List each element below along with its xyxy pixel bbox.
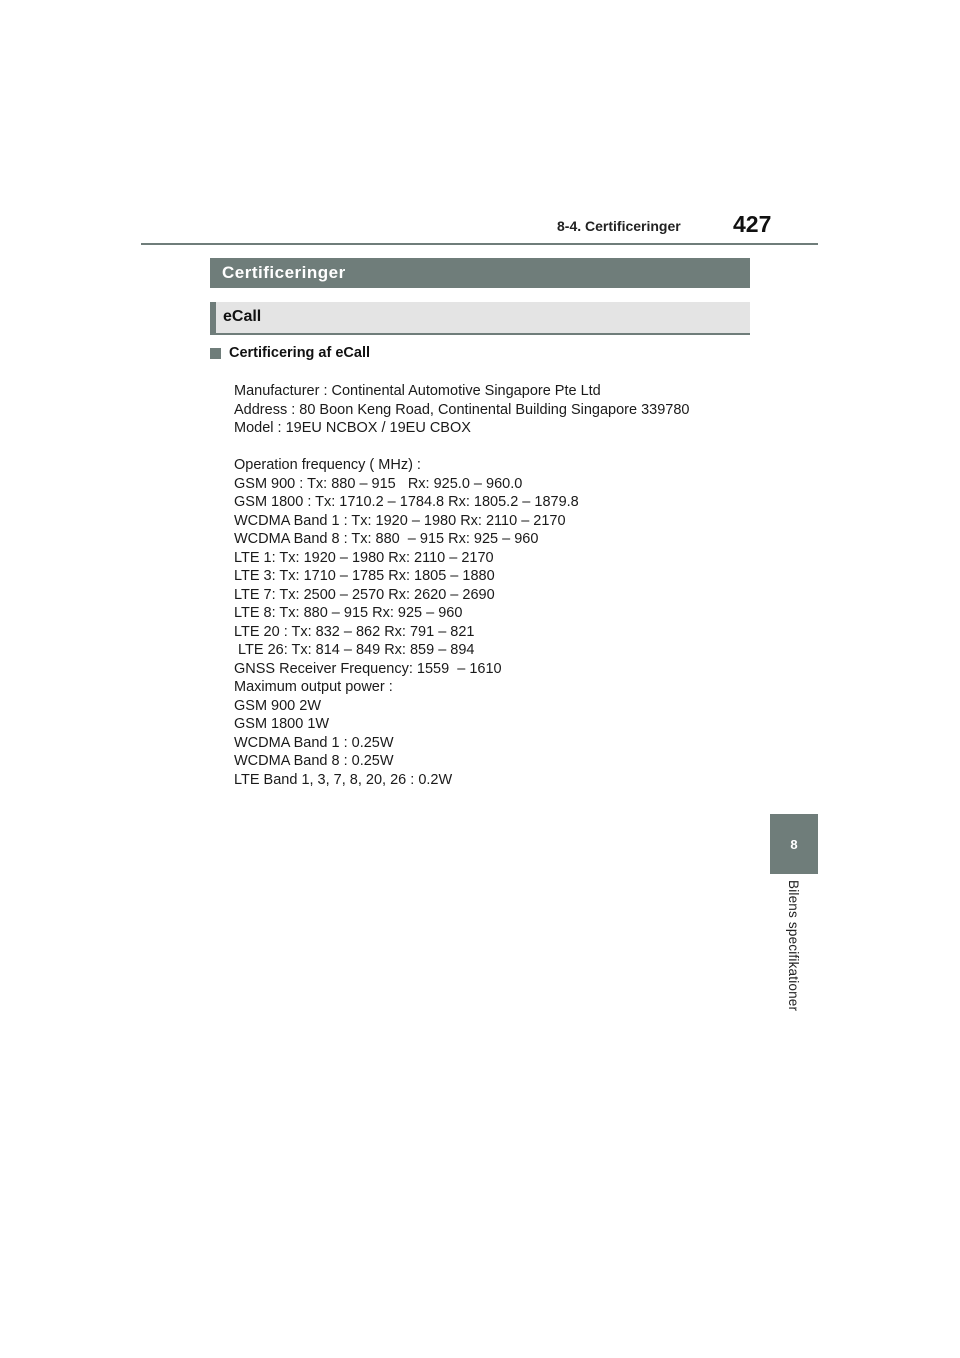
frequency-line: GSM 1800 : Tx: 1710.2 – 1784.8 Rx: 1805.2 – 1879.8	[234, 494, 579, 510]
spacer	[234, 438, 754, 457]
frequency-line: LTE 20 : Tx: 832 – 862 Rx: 791 – 821	[234, 623, 475, 640]
bullet-square-icon	[210, 348, 221, 359]
section-title: Certificeringer	[222, 263, 346, 282]
bullet-heading-text: Certificering af eCall	[229, 345, 371, 361]
model-line: Model : 19EU NCBOX / 19EU CBOX	[234, 420, 471, 436]
frequency-line: LTE 1: Tx: 1920 – 1980 Rx: 2110 – 2170	[234, 549, 494, 566]
frequency-line: LTE 26: Tx: 814 – 849 Rx: 859 – 894	[234, 642, 475, 658]
frequency-line: WCDMA Band 8 : 0.25W	[234, 753, 394, 769]
address-line: Address : 80 Boon Keng Road, Continental Building Singapore 339780	[234, 401, 690, 418]
header-section-label: 8-4. Certificeringer	[557, 218, 681, 234]
chapter-label: Bilens specifikationer	[786, 880, 801, 1012]
frequency-line: LTE 3: Tx: 1710 – 1785 Rx: 1805 – 1880	[234, 568, 495, 584]
header-rule	[141, 243, 818, 245]
section-title-bar	[210, 258, 750, 288]
frequency-line: GSM 900 : Tx: 880 – 915 Rx: 925.0 – 960.0	[234, 475, 523, 492]
frequency-line: WCDMA Band 1 : 0.25W	[234, 734, 394, 751]
subsection-title: eCall	[223, 308, 262, 325]
frequency-line: GSM 1800 1W	[234, 716, 330, 732]
chapter-number: 8	[790, 836, 798, 852]
frequency-line: LTE Band 1, 3, 7, 8, 20, 26 : 0.2W	[234, 771, 453, 788]
frequency-line: Operation frequency ( MHz) :	[234, 457, 421, 473]
frequency-line: LTE 8: Tx: 880 – 915 Rx: 925 – 960	[234, 605, 463, 621]
frequency-line: WCDMA Band 1 : Tx: 1920 – 1980 Rx: 2110 – 2170	[234, 512, 566, 529]
frequency-line: LTE 7: Tx: 2500 – 2570 Rx: 2620 – 2690	[234, 586, 495, 603]
frequency-line: GSM 900 2W	[234, 697, 322, 714]
chapter-tab[interactable]	[770, 814, 818, 874]
subsection-title-bar	[210, 302, 750, 335]
spec-block	[234, 382, 754, 789]
manufacturer-line: Manufacturer : Continental Automotive Singapore Pte Ltd	[234, 383, 601, 399]
frequency-line: Maximum output power :	[234, 679, 393, 695]
frequency-line: GNSS Receiver Frequency: 1559 – 1610	[234, 660, 502, 677]
frequency-line: WCDMA Band 8 : Tx: 880 – 915 Rx: 925 – 960	[234, 531, 539, 547]
bullet-heading	[210, 345, 370, 361]
page-number: 427	[733, 211, 772, 237]
